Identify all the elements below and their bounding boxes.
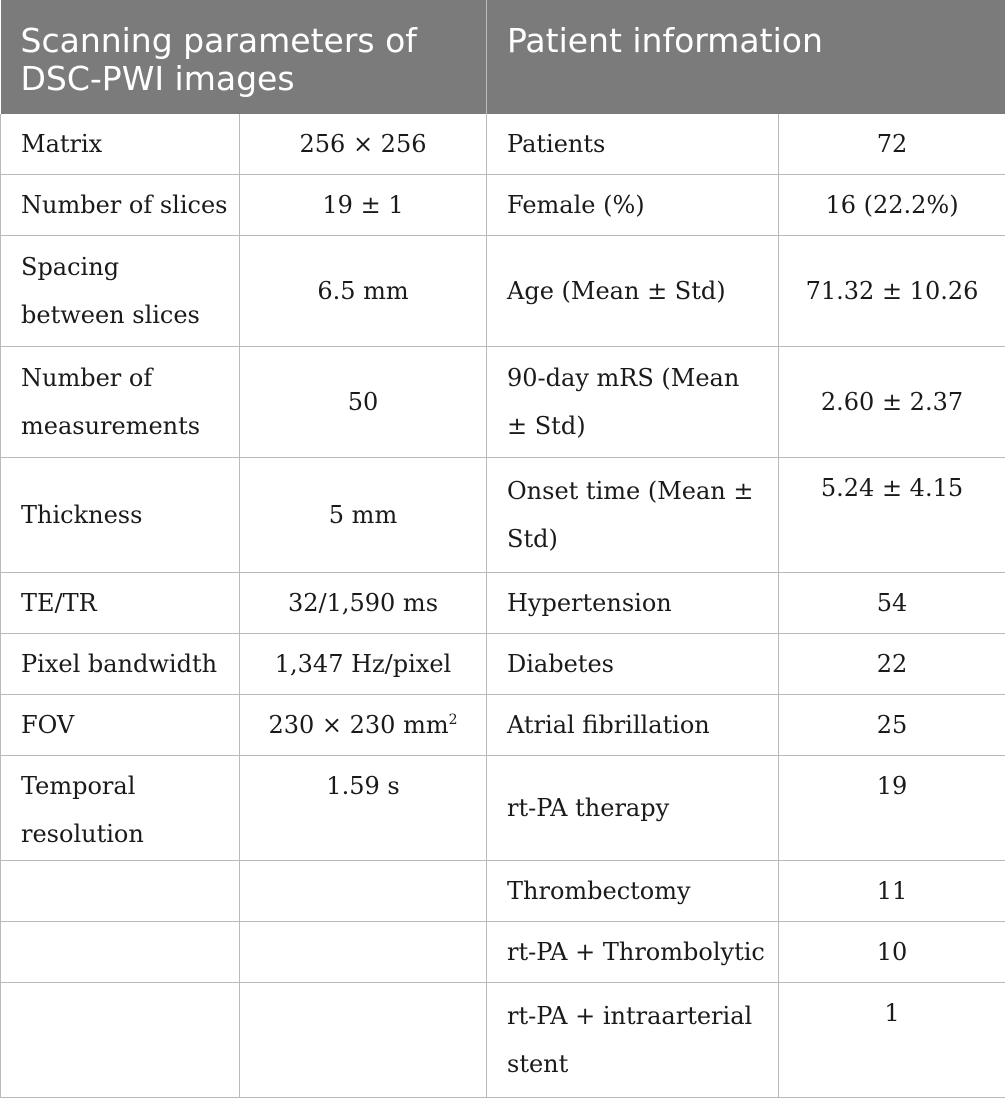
info-value: 19 — [779, 756, 1005, 861]
param-label: Number of slices — [1, 175, 240, 236]
info-value: 25 — [779, 695, 1005, 756]
info-value: 72 — [779, 114, 1005, 175]
info-label: rt-PA + intraarterial stent — [487, 983, 779, 1098]
param-label: TE/TR — [1, 573, 240, 634]
param-value — [240, 861, 487, 922]
header-scanning-parameters: Scanning parameters of DSC-PWI images — [1, 0, 487, 114]
param-value: 50 — [240, 347, 487, 458]
table-row — [1, 983, 1005, 1098]
info-label: Age (Mean ± Std) — [487, 236, 779, 347]
param-label — [1, 922, 240, 983]
table-row — [1, 922, 1005, 983]
info-label: Atrial fibrillation — [487, 695, 779, 756]
param-value: 1,347 Hz/pixel — [240, 634, 487, 695]
param-value: 230 × 230 mm — [268, 711, 449, 739]
param-label: Thickness — [1, 458, 240, 573]
info-value: 16 (22.2%) — [779, 175, 1005, 236]
info-label: Onset time (Mean ± Std) — [487, 458, 779, 573]
info-label: Diabetes — [487, 634, 779, 695]
info-label: Patients — [487, 114, 779, 175]
table-row — [1, 634, 1005, 695]
table-header-row — [1, 0, 1005, 114]
param-value: 1.59 s — [240, 756, 487, 861]
param-label: FOV — [1, 695, 240, 756]
info-label: Hypertension — [487, 573, 779, 634]
info-label: Female (%) — [487, 175, 779, 236]
info-label: rt-PA + Thrombolytic — [487, 922, 779, 983]
info-value: 5.24 ± 4.15 — [779, 458, 1005, 573]
info-label: Thrombectomy — [487, 861, 779, 922]
info-value: 22 — [779, 634, 1005, 695]
superscript: 2 — [448, 712, 458, 728]
info-label: 90-day mRS (Mean ± Std) — [487, 347, 779, 458]
header-patient-information: Patient information — [487, 0, 1005, 114]
table-row — [1, 756, 1005, 861]
param-label: Spacing between slices — [1, 236, 240, 347]
table-row — [1, 861, 1005, 922]
info-value: 71.32 ± 10.26 — [779, 236, 1005, 347]
param-value — [240, 983, 487, 1098]
info-value: 11 — [779, 861, 1005, 922]
info-value: 10 — [779, 922, 1005, 983]
param-label: Temporal resolution — [1, 756, 240, 861]
param-value: 6.5 mm — [240, 236, 487, 347]
info-label: rt-PA therapy — [487, 756, 779, 861]
param-value — [240, 922, 487, 983]
table-row — [1, 458, 1005, 573]
param-label — [1, 861, 240, 922]
param-value: 32/1,590 ms — [240, 573, 487, 634]
info-value: 54 — [779, 573, 1005, 634]
param-value: 256 × 256 — [240, 114, 487, 175]
table-row — [1, 114, 1005, 175]
info-value: 1 — [779, 983, 1005, 1098]
table-row — [1, 347, 1005, 458]
param-value: 19 ± 1 — [240, 175, 487, 236]
table-row — [1, 236, 1005, 347]
param-label: Number of measurements — [1, 347, 240, 458]
param-value: 5 mm — [240, 458, 487, 573]
param-label — [1, 983, 240, 1098]
param-value-cell — [240, 695, 487, 756]
table-row — [1, 573, 1005, 634]
info-value: 2.60 ± 2.37 — [779, 347, 1005, 458]
param-label: Matrix — [1, 114, 240, 175]
table-row — [1, 175, 1005, 236]
table-row — [1, 695, 1005, 756]
param-label: Pixel bandwidth — [1, 634, 240, 695]
